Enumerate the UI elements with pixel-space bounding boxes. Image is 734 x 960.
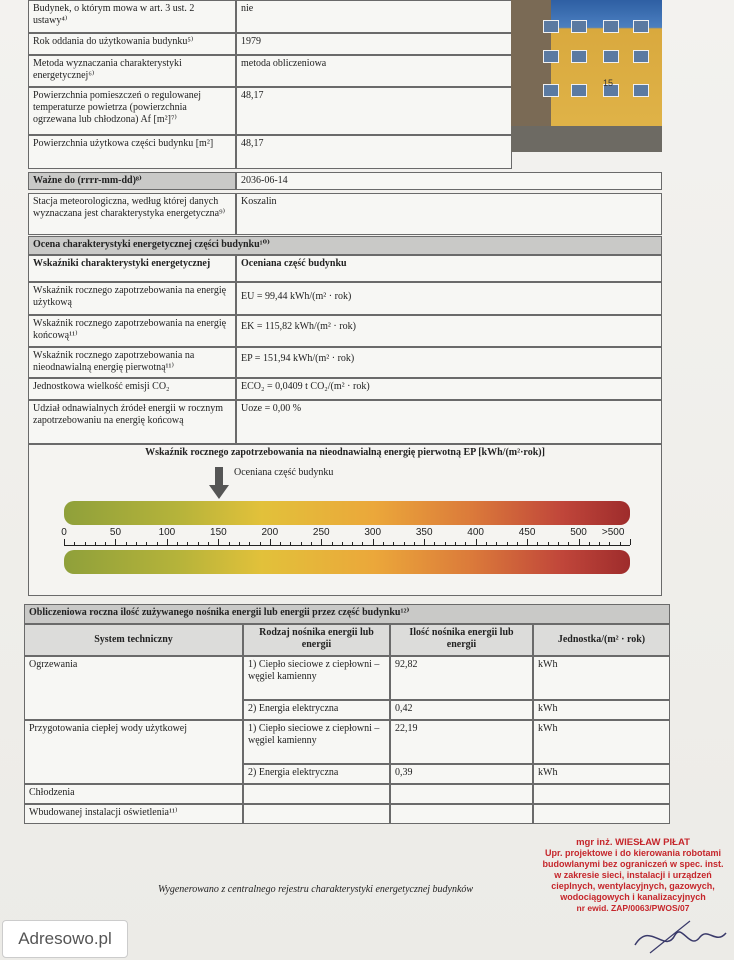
ep-label: Wskaźnik rocznego zapotrzebowania na nieodnawialną energię pierwotną¹¹⁾ bbox=[28, 347, 236, 378]
eu-value: EU = 99,44 kWh/(m² · rok) bbox=[236, 282, 662, 315]
row-method-label: Metoda wyznaczania charakterystyki energetycznej⁶⁾ bbox=[28, 55, 236, 87]
scale-minor-tick bbox=[517, 542, 518, 545]
scale-minor-tick bbox=[74, 542, 75, 545]
stamp-line-5: cieplnych, wentylacyjnych, gazowych, bbox=[551, 881, 715, 891]
assessment-title: Ocena charakterystyki energetycznej części budynku¹⁰⁾ bbox=[28, 236, 662, 255]
cooling-amount bbox=[390, 784, 533, 804]
adresowo-watermark: Adresowo.pl bbox=[2, 920, 128, 958]
cooling-name: Chłodzenia bbox=[24, 784, 243, 804]
scale-minor-tick bbox=[589, 542, 590, 545]
heating-unit-2: kWh bbox=[533, 700, 670, 720]
water-carrier-2: 2) Energia elektryczna bbox=[243, 764, 390, 784]
marker-label: Oceniana część budynku bbox=[234, 467, 334, 478]
ep-scale-title: Wskaźnik rocznego zapotrzebowania na nieodnawialną energię pierwotną EP [kWh/(m²·rok)] bbox=[145, 447, 545, 458]
col-carrier: Rodzaj nośnika energii lub energii bbox=[243, 624, 390, 656]
lighting-carrier bbox=[243, 804, 390, 824]
water-name: Przygotowania ciepłej wody użytkowej bbox=[24, 720, 243, 784]
marker-arrow-icon bbox=[208, 467, 230, 501]
scale-tick-label: 100 bbox=[158, 527, 176, 538]
water-unit-1: kWh bbox=[533, 720, 670, 764]
scale-minor-tick bbox=[260, 542, 261, 545]
consumption-title: Obliczeniowa roczna ilość zużywanego nośnika energii lub energii przez część budynku¹²⁾ bbox=[24, 604, 670, 624]
scale-minor-tick bbox=[630, 539, 631, 545]
scale-tick-label: 350 bbox=[415, 527, 433, 538]
heating-amount-2: 0,42 bbox=[390, 700, 533, 720]
signature-icon bbox=[630, 915, 730, 957]
scale-minor-tick bbox=[445, 542, 446, 545]
heating-carrier-1: 1) Ciepło sieciowe z ciepłowni – węgiel kamienny bbox=[243, 656, 390, 700]
cooling-carrier bbox=[243, 784, 390, 804]
scale-minor-tick bbox=[373, 539, 374, 545]
scale-minor-tick bbox=[352, 542, 353, 545]
scale-axis bbox=[64, 545, 630, 546]
assessment-col1: Wskaźniki charakterystyki energetycznej bbox=[28, 255, 236, 282]
scale-minor-tick bbox=[229, 542, 230, 545]
scale-tick-label: 450 bbox=[518, 527, 536, 538]
scale-tick-label: 300 bbox=[364, 527, 382, 538]
row-usable-area-label: Powierzchnia użytkowa części budynku [m²] bbox=[28, 135, 236, 169]
stamp-line-4: w zakresie sieci, instalacji i urządzeń bbox=[554, 870, 712, 880]
row-building-label: Budynek, o którym mowa w art. 3 ust. 2 ustawy⁴⁾ bbox=[28, 0, 236, 33]
engineer-stamp bbox=[528, 837, 734, 914]
building-number: 15 bbox=[603, 78, 614, 88]
scale-minor-tick bbox=[476, 539, 477, 545]
water-carrier-1: 1) Ciepło sieciowe z ciepłowni – węgiel kamienny bbox=[243, 720, 390, 764]
water-amount-1: 22,19 bbox=[390, 720, 533, 764]
scale-minor-tick bbox=[486, 542, 487, 545]
col-unit: Jednostka/(m² · rok) bbox=[533, 624, 670, 656]
scale-minor-tick bbox=[362, 542, 363, 545]
scale-minor-tick bbox=[332, 542, 333, 545]
oze-label: Udział odnawialnych źródeł energii w rocznym zapotrzebowaniu na energię końcową bbox=[28, 400, 236, 444]
scale-tick-label: 500 bbox=[570, 527, 587, 538]
assessment-col2: Oceniana część budynku bbox=[236, 255, 662, 282]
scale-minor-tick bbox=[434, 542, 435, 545]
scale-minor-tick bbox=[64, 539, 65, 545]
scale-tick-label: 250 bbox=[312, 527, 330, 538]
ek-value: EK = 115,82 kWh/(m² · rok) bbox=[236, 315, 662, 347]
scale-tick-label: 200 bbox=[261, 527, 279, 538]
scale-minor-tick bbox=[537, 542, 538, 545]
scale-minor-tick bbox=[558, 542, 559, 545]
scale-minor-tick bbox=[599, 542, 600, 545]
heating-amount-1: 92,82 bbox=[390, 656, 533, 700]
lighting-amount bbox=[390, 804, 533, 824]
row-year-value: 1979 bbox=[236, 33, 512, 55]
building-photo bbox=[511, 0, 662, 152]
row-year-label: Rok oddania do użytkowania budynku⁵⁾ bbox=[28, 33, 236, 55]
row-usable-area-value: 48,17 bbox=[236, 135, 512, 169]
row-heated-area-label: Powierzchnia pomieszczeń o regulowanej temperaturze powietrza (powierzchnia ogrzewana lub chłodzona) Af [m²]⁷⁾ bbox=[28, 87, 236, 135]
scale-minor-tick bbox=[177, 542, 178, 545]
row-heated-area-value: 48,17 bbox=[236, 87, 512, 135]
eu-label: Wskaźnik rocznego zapotrzebowania na energię użytkową bbox=[28, 282, 236, 315]
valid-label: Ważne do (rrrr-mm-dd)⁸⁾ bbox=[28, 172, 236, 190]
scale-minor-tick bbox=[249, 542, 250, 545]
row-method-value: metoda obliczeniowa bbox=[236, 55, 512, 87]
scale-minor-tick bbox=[301, 542, 302, 545]
scale-tick-label: 150 bbox=[210, 527, 227, 538]
scale-minor-tick bbox=[496, 542, 497, 545]
heating-unit-1: kWh bbox=[533, 656, 670, 700]
scale-minor-tick bbox=[311, 542, 312, 545]
scale-minor-tick bbox=[157, 542, 158, 545]
scale-minor-tick bbox=[126, 542, 127, 545]
scale-minor-tick bbox=[105, 542, 106, 545]
scale-minor-tick bbox=[568, 542, 569, 545]
stamp-line-3: budowlanymi bez ograniczeń w spec. inst. bbox=[542, 859, 724, 869]
scale-minor-tick bbox=[187, 542, 188, 545]
lighting-name: Wbudowanej instalacji oświetlenia¹¹⁾ bbox=[24, 804, 243, 824]
oze-value: Uoze = 0,00 % bbox=[236, 400, 662, 444]
col-system: System techniczny bbox=[24, 624, 243, 656]
co2-label: Jednostkowa wielkość emisji CO₂ bbox=[28, 378, 236, 400]
heating-name: Ogrzewania bbox=[24, 656, 243, 720]
scale-minor-tick bbox=[342, 542, 343, 545]
scale-minor-tick bbox=[218, 539, 219, 545]
scale-minor-tick bbox=[208, 542, 209, 545]
scale-tick-label: 400 bbox=[467, 527, 484, 538]
scale-minor-tick bbox=[136, 542, 137, 545]
scale-minor-tick bbox=[507, 542, 508, 545]
lighting-unit bbox=[533, 804, 670, 824]
scale-bar-top bbox=[64, 501, 630, 525]
scale-tick-label: 0 bbox=[61, 527, 67, 538]
scale-minor-tick bbox=[95, 542, 96, 545]
stamp-line-2: Upr. projektowe i do kierowania robotami bbox=[544, 848, 722, 858]
scale-minor-tick bbox=[404, 542, 405, 545]
water-unit-2: kWh bbox=[533, 764, 670, 784]
water-amount-2: 0,39 bbox=[390, 764, 533, 784]
scale-minor-tick bbox=[239, 542, 240, 545]
scale-bar-bottom bbox=[64, 550, 630, 574]
stamp-line-7: nr ewid. ZAP/0063/PWOS/07 bbox=[576, 903, 690, 913]
scale-minor-tick bbox=[383, 542, 384, 545]
scale-tick-label: >500 bbox=[601, 527, 625, 538]
stamp-line-1: mgr inż. WIESŁAW PIŁAT bbox=[576, 837, 690, 848]
scale-minor-tick bbox=[620, 542, 621, 545]
scale-minor-tick bbox=[579, 539, 580, 545]
row-building-value: nie bbox=[236, 0, 512, 33]
scale-minor-tick bbox=[198, 542, 199, 545]
scale-minor-tick bbox=[167, 539, 168, 545]
scale-minor-tick bbox=[280, 542, 281, 545]
scale-minor-tick bbox=[548, 542, 549, 545]
ep-value: EP = 151,94 kWh/(m² · rok) bbox=[236, 347, 662, 378]
heating-carrier-2: 2) Energia elektryczna bbox=[243, 700, 390, 720]
scale-minor-tick bbox=[527, 539, 528, 545]
scale-minor-tick bbox=[455, 542, 456, 545]
cooling-unit bbox=[533, 784, 670, 804]
station-label: Stacja meteorologiczna, według której danych wyznaczana jest charakterystyka energetyczna⁹⁾ bbox=[28, 193, 236, 235]
col-amount: Ilość nośnika energii lub energii bbox=[390, 624, 533, 656]
scale-minor-tick bbox=[321, 539, 322, 545]
scale-tick-label: 50 bbox=[109, 527, 122, 538]
scale-minor-tick bbox=[424, 539, 425, 545]
scale-minor-tick bbox=[414, 542, 415, 545]
scale-minor-tick bbox=[465, 542, 466, 545]
scale-minor-tick bbox=[146, 542, 147, 545]
scale-minor-tick bbox=[115, 539, 116, 545]
scale-minor-tick bbox=[393, 542, 394, 545]
co2-value: ECO₂ = 0,0409 t CO₂/(m² · rok) bbox=[236, 378, 662, 400]
scale-minor-tick bbox=[609, 542, 610, 545]
valid-value: 2036-06-14 bbox=[236, 172, 662, 190]
scale-minor-tick bbox=[290, 542, 291, 545]
scale-minor-tick bbox=[270, 539, 271, 545]
stamp-line-6: wodociągowych i kanalizacyjnych bbox=[560, 892, 706, 902]
footer-note: Wygenerowano z centralnego rejestru charakterystyki energetycznej budynków bbox=[158, 884, 474, 895]
station-value: Koszalin bbox=[236, 193, 662, 235]
ek-label: Wskaźnik rocznego zapotrzebowania na energię końcową¹¹⁾ bbox=[28, 315, 236, 347]
scale-minor-tick bbox=[85, 542, 86, 545]
